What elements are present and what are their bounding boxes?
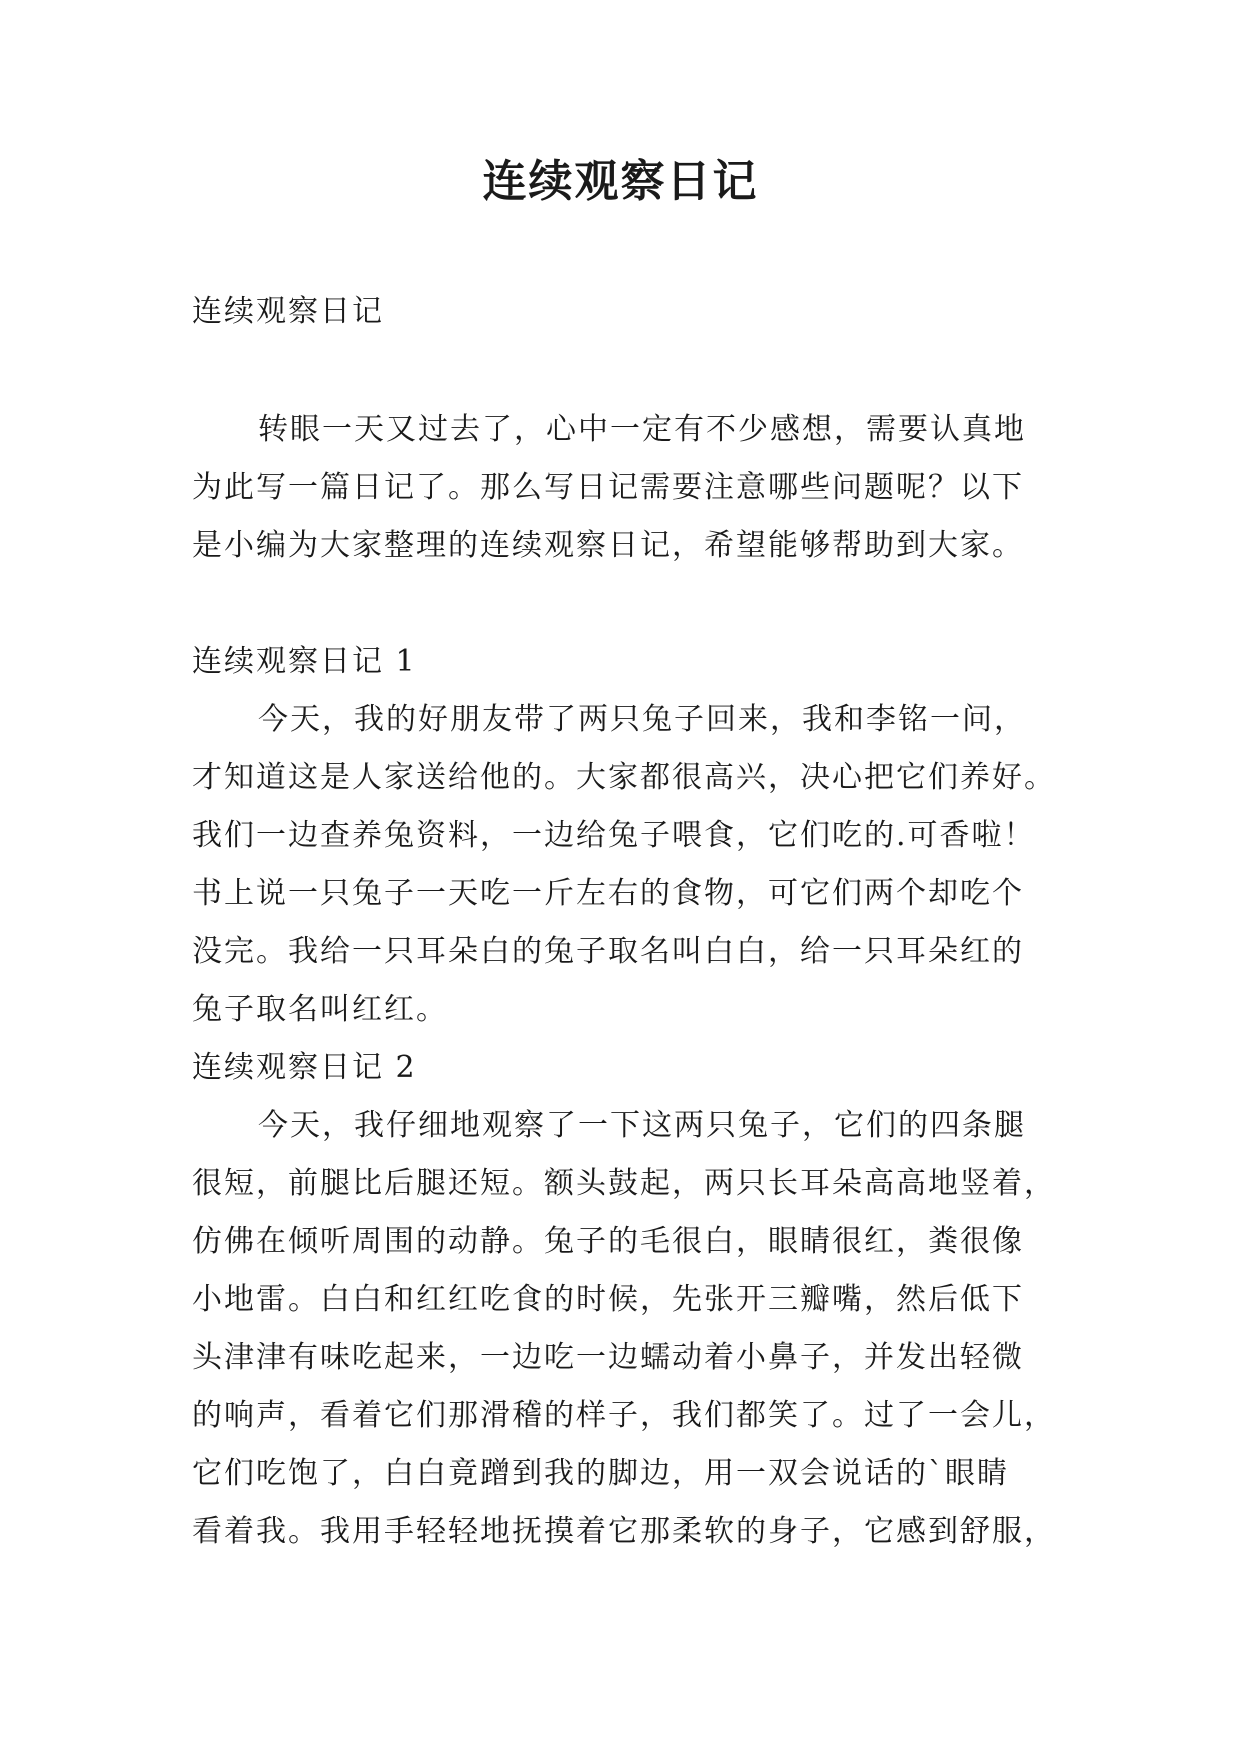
- entry-line: 的响声，看着它们那滑稽的样子，我们都笑了。过了一会儿，: [192, 1398, 1056, 1433]
- section-subtitle: 连续观察日记: [192, 294, 384, 329]
- entry-line: 我们一边查养兔资料，一边给兔子喂食，它们吃的.可香啦！: [192, 818, 1036, 853]
- entry-line: 头津津有味吃起来，一边吃一边蠕动着小鼻子，并发出轻微: [192, 1340, 1024, 1375]
- entry-line: 仿佛在倾听周围的动静。兔子的毛很白，眼睛很红，粪很像: [192, 1224, 1024, 1259]
- entry-line: 兔子取名叫红红。: [192, 992, 448, 1027]
- entry-heading: 连续观察日记 2: [192, 1050, 417, 1085]
- entry-line: 看着我。我用手轻轻地抚摸着它那柔软的身子，它感到舒服，: [192, 1514, 1056, 1549]
- entry-line: 书上说一只兔子一天吃一斤左右的食物，可它们两个却吃个: [192, 876, 1024, 911]
- entry-line: 今天，我的好朋友带了两只兔子回来，我和李铭一问，: [258, 702, 1026, 737]
- entry-line: 很短，前腿比后腿还短。额头鼓起，两只长耳朵高高地竖着，: [192, 1166, 1056, 1201]
- entry-line: 它们吃饱了，白白竟蹭到我的脚边，用一双会说话的`眼睛: [192, 1456, 1009, 1491]
- entry-heading: 连续观察日记 1: [192, 644, 417, 679]
- entry-line: 小地雷。白白和红红吃食的时候，先张开三瓣嘴，然后低下: [192, 1282, 1024, 1317]
- intro-line: 转眼一天又过去了，心中一定有不少感想，需要认真地: [258, 412, 1026, 447]
- entry-line: 才知道这是人家送给他的。大家都很高兴，决心把它们养好。: [192, 760, 1056, 795]
- intro-line: 为此写一篇日记了。那么写日记需要注意哪些问题呢？以下: [192, 470, 1024, 505]
- document-title: 连续观察日记: [482, 156, 759, 207]
- entry-line: 没完。我给一只耳朵白的兔子取名叫白白，给一只耳朵红的: [192, 934, 1024, 969]
- entry-line: 今天，我仔细地观察了一下这两只兔子，它们的四条腿: [258, 1108, 1026, 1143]
- intro-line: 是小编为大家整理的连续观察日记，希望能够帮助到大家。: [192, 528, 1024, 563]
